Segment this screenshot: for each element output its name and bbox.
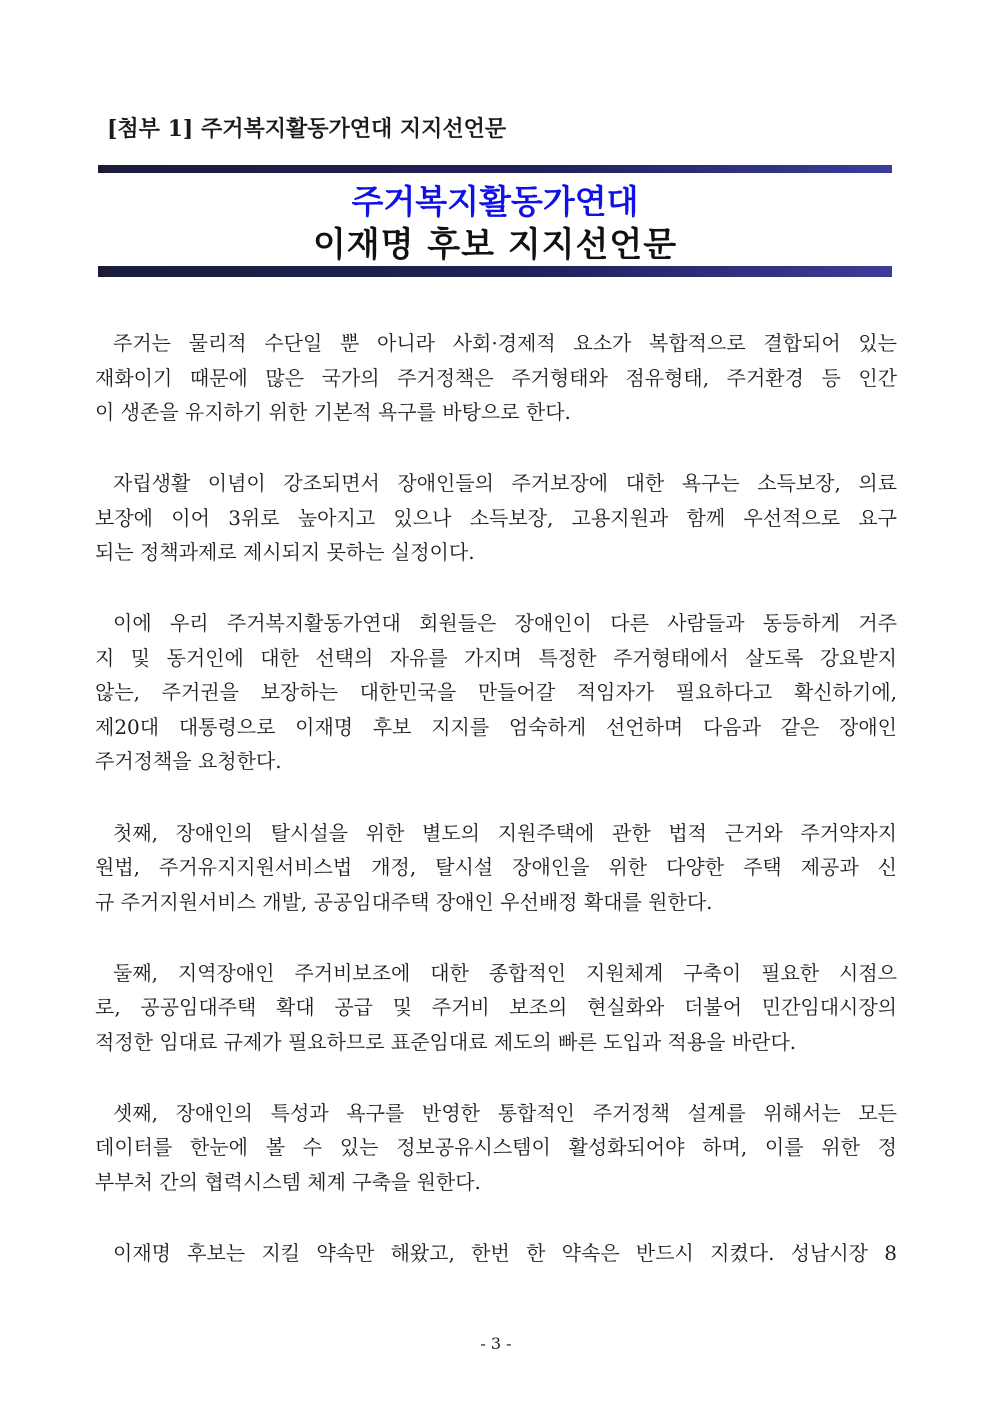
paragraph [95,466,897,570]
paragraph-line: 되는 정책과제로 제시되지 못하는 실정이다. [95,540,475,565]
attachment-label: [첨부 1] 주거복지활동가연대 지지선언문 [107,116,507,142]
paragraph-line: 않는, 주거권을 보장하는 대한민국을 만들어갈 적임자가 필요하다고 확신하기에, [95,680,897,705]
paragraph-line: 보장에 이어 3위로 높아지고 있으나 소득보장, 고용지원과 함께 우선적으로 요구 [95,505,897,530]
paragraph [95,1236,897,1271]
paragraph-line: 이에 우리 주거복지활동가연대 회원들은 장애인이 다른 사람들과 동등하게 거주 [113,611,897,636]
paragraph [95,1096,897,1200]
paragraph [95,956,897,1060]
paragraph-line: 둘째, 지역장애인 주거비보조에 대한 종합적인 지원체계 구축이 필요한 시점으 [113,960,897,985]
title-bottom-rule [98,266,892,277]
paragraph-line: 데이터를 한눈에 볼 수 있는 정보공유시스템이 활성화되어야 하며, 이를 위한 정 [95,1135,897,1160]
document-title-declaration: 이재명 후보 지지선언문 [312,225,678,265]
paragraph-line: 자립생활 이념이 강조되면서 장애인들의 주거보장에 대한 욕구는 소득보장, 의료 [113,471,897,496]
paragraph-line: 주거는 물리적 수단일 뿐 아니라 사회·경제적 요소가 복합적으로 결합되어 있는 [113,331,897,355]
paragraph-line: 로, 공공임대주택 확대 공급 및 주거비 보조의 현실화와 더불어 민간임대시장의 [95,995,897,1020]
paragraph-line: 첫째, 장애인의 탈시설을 위한 별도의 지원주택에 관한 법적 근거와 주거약자지 [113,820,897,845]
paragraph-line: 지 및 동거인에 대한 선택의 자유를 가지며 특정한 주거형태에서 살도록 강요받지 [95,645,897,670]
paragraph-line: 적정한 임대료 규제가 필요하므로 표준임대료 제도의 빠른 도입과 적용을 바란다. [95,1029,797,1054]
document-body [95,326,897,1307]
paragraph [95,816,897,920]
paragraph-line: 부부처 간의 협력시스템 체계 구축을 원한다. [95,1169,481,1194]
paragraph-line: 주거정책을 요청한다. [95,749,282,774]
document-title-organization: 주거복지활동가연대 [351,182,639,221]
paragraph-line: 이 생존을 유지하기 위한 기본적 욕구를 바탕으로 한다. [95,400,571,424]
title-top-rule [98,165,892,173]
paragraph [95,326,897,430]
page-number: - 3 - [480,1334,512,1353]
paragraph [95,606,897,779]
paragraph-line: 규 주거지원서비스 개발, 공공임대주택 장애인 우선배정 확대를 원한다. [95,889,713,914]
paragraph-line: 이재명 후보는 지킬 약속만 해왔고, 한번 한 약속은 반드시 지켰다. 성남시장 8 [113,1241,897,1266]
paragraph-line: 원법, 주거유지지원서비스법 개정, 탈시설 장애인을 위한 다양한 주택 제공과 신 [95,855,897,880]
paragraph-line: 제20대 대통령으로 이재명 후보 지지를 엄숙하게 선언하며 다음과 같은 장애인 [95,714,897,739]
paragraph-line: 셋째, 장애인의 특성과 욕구를 반영한 통합적인 주거정책 설계를 위해서는 모든 [113,1100,897,1125]
paragraph-line: 재화이기 때문에 많은 국가의 주거정책은 주거형태와 점유형태, 주거환경 등 인간 [95,365,897,390]
